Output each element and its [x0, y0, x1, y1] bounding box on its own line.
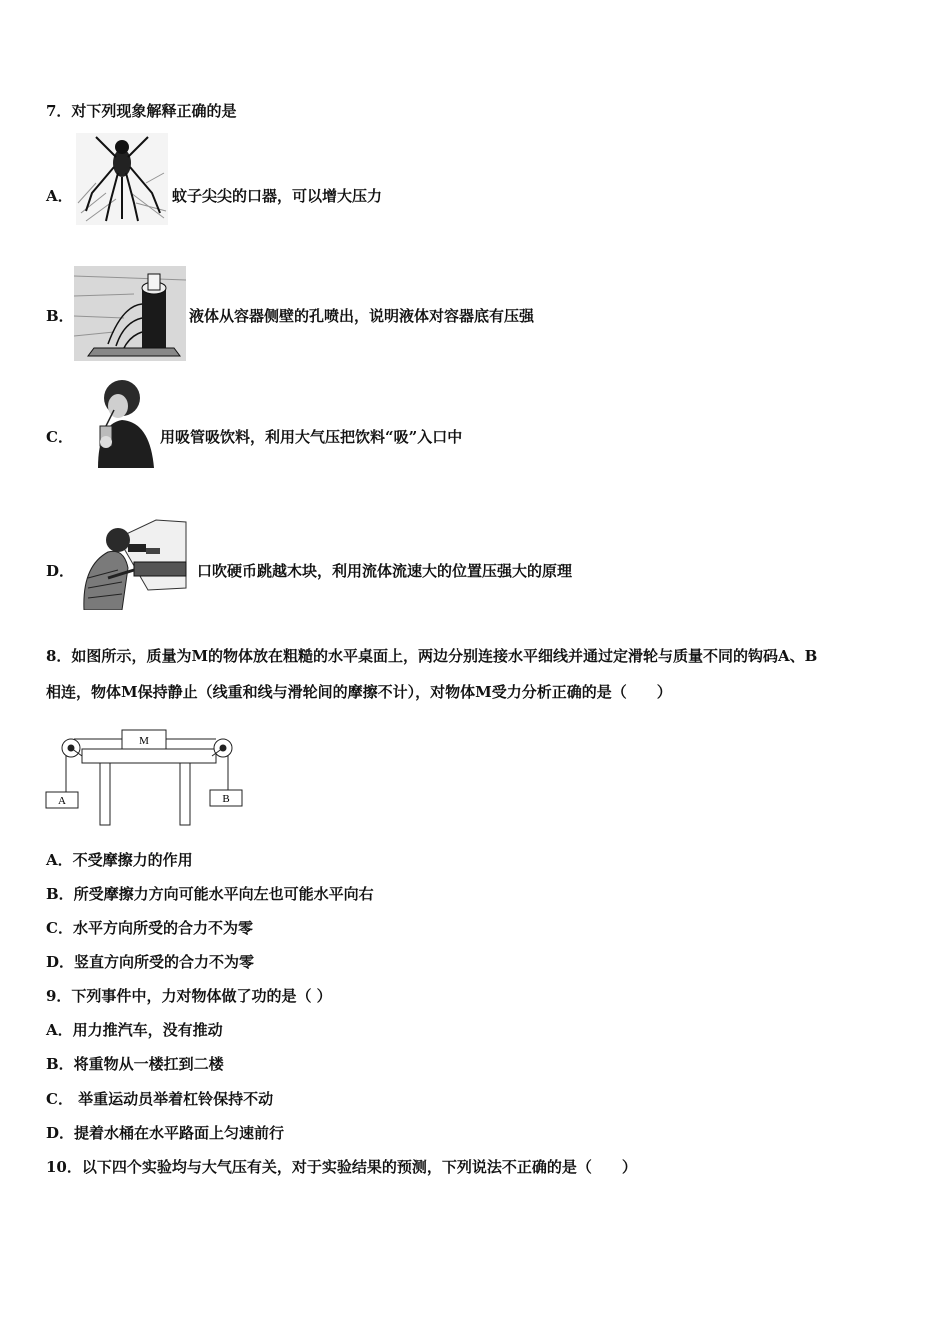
weight-a-label: A: [58, 795, 66, 807]
q7-option-b-text: 液体从容器侧壁的孔喷出，说明液体对容器底有压强: [189, 307, 535, 325]
pulley-table-diagram: [44, 724, 252, 828]
mosquito-image: [76, 133, 168, 225]
q7-option-c-text: 用吸管吸饮料，利用大气压把饮料“吸”入口中: [160, 428, 463, 446]
q9-stem: 9．下列事件中，力对物体做了功的是（ ）: [46, 987, 332, 1005]
q7-option-a-letter: A．: [46, 187, 73, 205]
q7-stem: 7．对下列现象解释正确的是: [46, 102, 237, 120]
q8-option-b: B．所受摩擦力方向可能水平向左也可能水平向右: [46, 885, 374, 903]
q9-option-b: B．将重物从一楼扛到二楼: [46, 1055, 224, 1073]
q7-option-b-letter: B．: [46, 307, 74, 325]
q7-option-a-text: 蚊子尖尖的口器，可以增大压力: [172, 187, 383, 205]
q7-option-d-text: 口吹硬币跳越木块，利用流体流速大的位置压强大的原理: [197, 562, 573, 580]
drinking-straw-image: [84, 372, 156, 470]
q10-stem: 10．以下四个实验均与大气压有关，对于实验结果的预测，下列说法不正确的是（ ）: [46, 1158, 637, 1176]
q8-option-a: A．不受摩擦力的作用: [46, 851, 193, 869]
q8-option-d: D．竖直方向所受的合力不为零: [46, 953, 255, 971]
liquid-container-image: [74, 266, 186, 361]
q8-stem-line1: 8．如图所示，质量为M的物体放在粗糙的水平桌面上，两边分别连接水平细线并通过定滑轮与质量不同的钩码A、B: [46, 647, 818, 665]
blowing-coin-image: [78, 518, 188, 610]
q8-option-c: C．水平方向所受的合力不为零: [46, 919, 253, 937]
q9-option-d: D．提着水桶在水平路面上匀速前行: [46, 1124, 285, 1142]
q9-option-a: A．用力推汽车，没有推动: [46, 1021, 223, 1039]
block-m-label: M: [139, 735, 149, 747]
q9-option-c: C． 举重运动员举着杠铃保持不动: [46, 1090, 274, 1108]
q7-option-d-letter: D．: [46, 562, 75, 580]
q8-stem-line2: 相连，物体M保持静止（线重和线与滑轮间的摩擦不计），对物体M受力分析正确的是（ ）: [46, 683, 672, 701]
weight-b-label: B: [222, 793, 230, 805]
q7-option-c-letter: C．: [46, 428, 73, 446]
